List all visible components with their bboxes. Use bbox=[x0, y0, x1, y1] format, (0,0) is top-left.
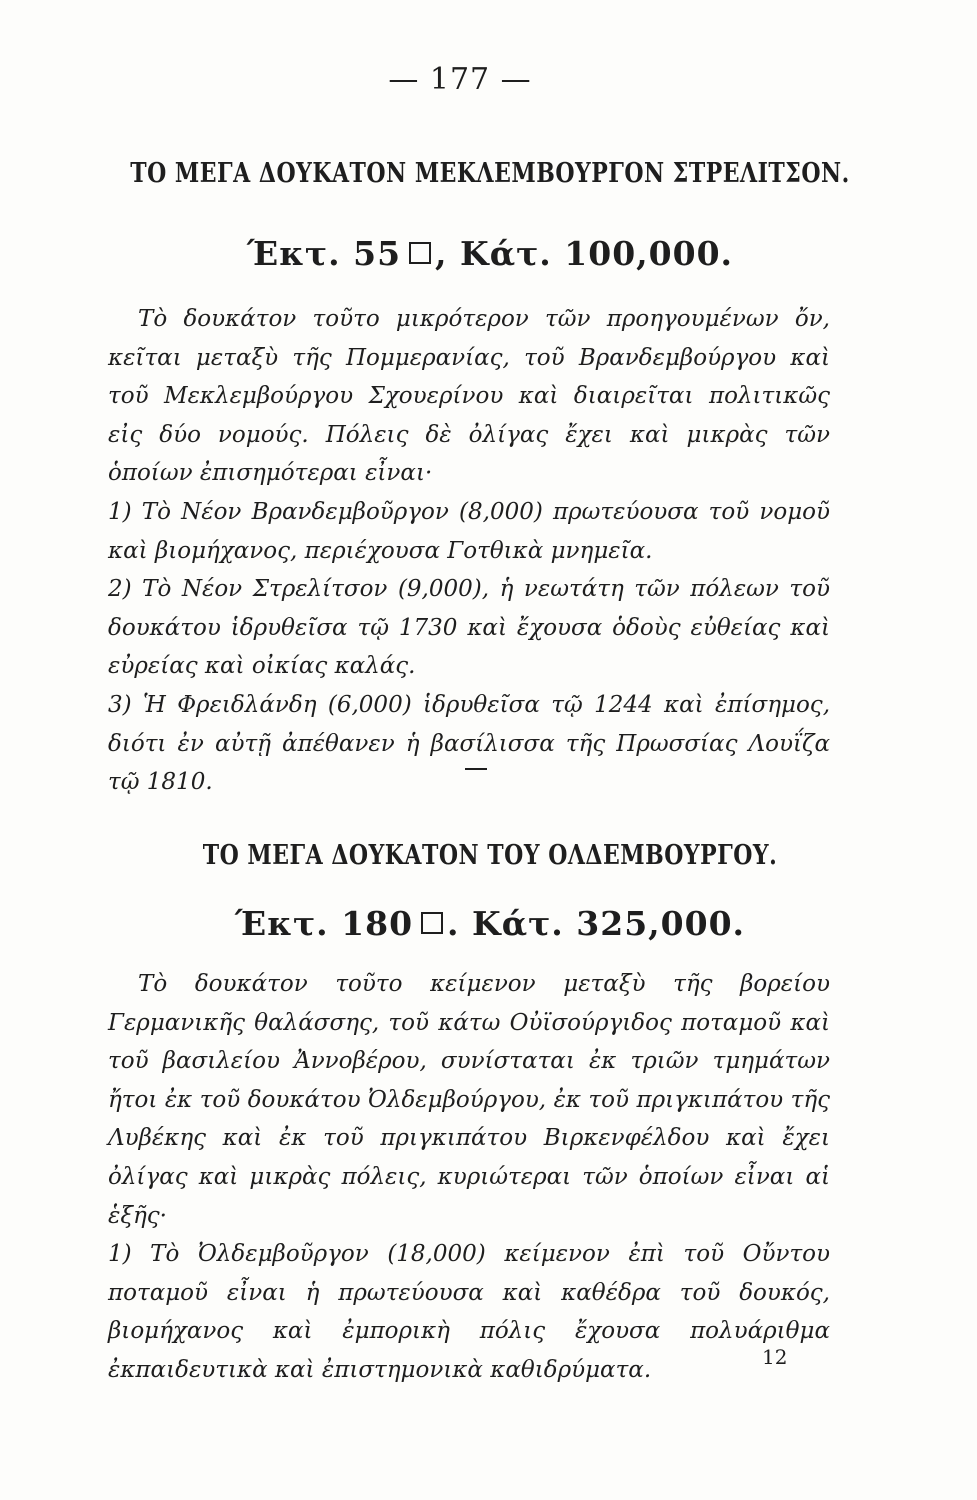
signature-mark: 12 bbox=[762, 1345, 788, 1369]
section-title-oldenburg: ΤΟ ΜΕΓΑ ΔΟΥΚΑΤΟΝ ΤΟΥ ΟΛΔΕΜΒΟΥΡΓΟΥ. bbox=[202, 838, 778, 872]
section-stats-oldenburg bbox=[120, 904, 860, 943]
paragraph-city-1: 1) Τὸ Νέον Βρανδεμβοῦργον (8,000) πρωτεύουσα τοῦ νομοῦ καὶ βιομήχανος, περιέχουσα Γοτθικὰ μνημεῖα. bbox=[108, 498, 830, 564]
section-body-mecklenburg-strelitz bbox=[108, 300, 830, 802]
population-label: . Κάτ. 325,000. bbox=[447, 904, 746, 943]
section-body-oldenburg bbox=[108, 965, 830, 1390]
square-unit-icon bbox=[421, 912, 443, 934]
paragraph-city-2: 2) Τὸ Νέον Στρελίτσον (9,000), ἡ νεωτάτη τῶν πόλεων τοῦ δουκάτου ἱδρυθεῖσα τῷ 1730 καὶ ἔχουσα ὁδοὺς εὐθείας καὶ εὐρείας καὶ οἰκίας καλάς. bbox=[108, 576, 830, 680]
page-number: — 177 — bbox=[388, 62, 532, 97]
section-divider bbox=[465, 768, 487, 770]
section-stats-mecklenburg-strelitz bbox=[120, 234, 860, 273]
paragraph-intro: Τὸ δουκάτον τοῦτο κείμενον μεταξὺ τῆς βορείου Γερμανικῆς θαλάσσης, τοῦ κάτω Οὐϊσούργιδος ποταμοῦ καὶ τοῦ βασιλείου Ἀννοβέρου, συνίσταται ἐκ τριῶν τμημάτων ἤτοι ἐκ τοῦ δουκάτου Ὀλδεμβούργου, ἐκ τοῦ πριγκιπάτου τῆς Λυβέκης καὶ ἐκ τοῦ πριγκιπάτου Βιρκενφέλδου καὶ ἔχει ὀλίγας καὶ μικρὰς πόλεις, κυριώτεραι τῶν ὁποίων εἶναι αἱ ἑξῆς· bbox=[108, 971, 830, 1229]
square-unit-icon bbox=[409, 242, 431, 264]
section-title-mecklenburg-strelitz: ΤΟ ΜΕΓΑ ΔΟΥΚΑΤΟΝ ΜΕΚΛΕΜΒΟΥΡΓΟΝ ΣΤΡΕΛΙΤΣΟΝ. bbox=[130, 156, 850, 190]
population-label: , Κάτ. 100,000. bbox=[435, 234, 734, 273]
area-label: Έκτ. 55 bbox=[246, 234, 402, 273]
paragraph-intro: Τὸ δουκάτον τοῦτο μικρότερον τῶν προηγουμένων ὄν, κεῖται μεταξὺ τῆς Πομμερανίας, τοῦ Βρανδεμβούργου καὶ τοῦ Μεκλεμβούργου Σχουερίνου καὶ διαιρεῖται πολιτικῶς εἰς δύο νομούς. Πόλεις δὲ ὀλίγας ἔχει καὶ μικρὰς τῶν ὁποίων ἐπισημότεραι εἶναι· bbox=[108, 306, 830, 487]
paragraph-city-3: 3) Ἡ Φρειδλάνδη (6,000) ἱδρυθεῖσα τῷ 1244 καὶ ἐπίσημος, διότι ἐν αὐτῇ ἀπέθανεν ἡ βασίλισσα τῆς Πρωσσίας Λουΐζα τῷ 1810. bbox=[108, 691, 830, 796]
area-label: Έκτ. 180 bbox=[234, 904, 414, 943]
paragraph-city-1: 1) Τὸ Ὀλδεμβοῦργον (18,000) κείμενον ἐπὶ τοῦ Οὔντου ποταμοῦ εἶναι ἡ πρωτεύουσα καὶ καθέδρα τοῦ δουκός, βιομήχανος καὶ ἐμπορικὴ πόλις ἔχουσα πολυάριθμα ἐκπαιδευτικὰ καὶ ἐπιστημονικὰ καθιδρύματα. bbox=[108, 1241, 830, 1383]
